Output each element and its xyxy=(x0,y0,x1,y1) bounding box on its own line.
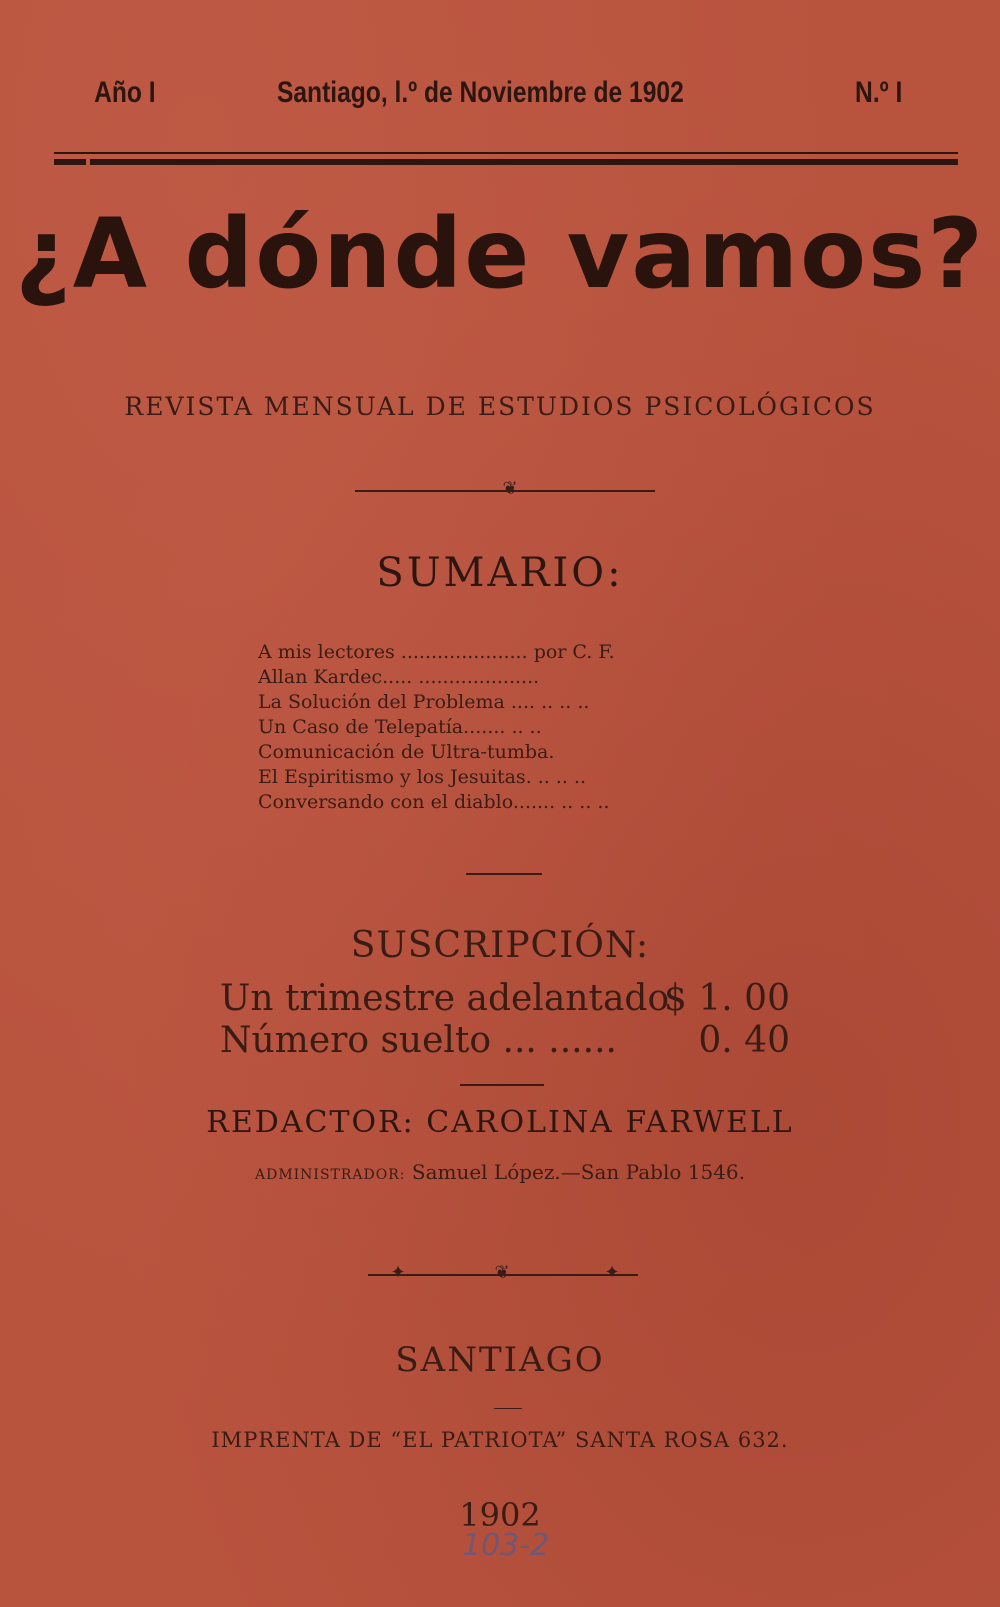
imprint-city: SANTIAGO xyxy=(395,1340,605,1380)
ornament-right-icon: ✦ xyxy=(604,1262,620,1283)
ornament-flourish-icon: ❦ xyxy=(502,478,518,499)
price-value: 0. 40 xyxy=(698,1020,790,1061)
divider-rule-3 xyxy=(494,1408,522,1409)
toc-item: Un Caso de Telepatía....... .. .. xyxy=(258,716,542,738)
subscription-heading: SUSCRIPCIÓN: xyxy=(350,925,650,966)
administrator-label: ADMINISTRADOR: xyxy=(254,1167,406,1183)
table-of-contents xyxy=(258,640,798,815)
toc-item: El Espiritismo y los Jesuitas. .. .. .. xyxy=(258,766,587,788)
issue-year: Año I xyxy=(94,76,156,109)
issue-number: N.º I xyxy=(855,76,903,109)
price-row xyxy=(220,1020,800,1064)
price-value: $ 1. 00 xyxy=(664,978,790,1019)
masthead-rule-thick xyxy=(90,159,958,165)
administrator-line xyxy=(0,1160,1000,1184)
masthead xyxy=(90,70,903,120)
price-label: Número suelto ... ...... xyxy=(220,1020,617,1061)
toc-item: Comunicación de Ultra-tumba. xyxy=(258,741,555,763)
masthead-rule-left xyxy=(54,159,86,165)
summary-heading: SUMARIO: xyxy=(376,550,624,596)
toc-item: A mis lectores ..................... por C. F. xyxy=(258,641,615,663)
magazine-subtitle: REVISTA MENSUAL DE ESTUDIOS PSICOLÓGICOS xyxy=(124,392,876,421)
ornament-center-icon: ❦ xyxy=(494,1262,510,1283)
handwritten-note: 103-2 xyxy=(462,1528,550,1563)
administrator-text: Samuel López.—San Pablo 1546. xyxy=(411,1160,745,1184)
editor-line: REDACTOR: CAROLINA FARWELL xyxy=(206,1105,794,1140)
toc-item: La Solución del Problema .... .. .. .. xyxy=(258,691,590,713)
ornament-left-icon: ✦ xyxy=(390,1262,406,1283)
toc-item: Conversando con el diablo....... .. .. .. xyxy=(258,791,610,813)
masthead-rule-thin xyxy=(54,152,958,154)
printer-line: IMPRENTA DE “EL PATRIOTA” SANTA ROSA 632. xyxy=(211,1428,789,1452)
divider-rule-2 xyxy=(460,1084,544,1086)
place-date: Santiago, l.º de Noviembre de 1902 xyxy=(276,76,684,109)
magazine-title: ¿A dónde vamos? xyxy=(15,198,985,310)
price-label: Un trimestre adelantado xyxy=(220,978,670,1019)
toc-item: Allan Kardec..... .................... xyxy=(258,666,540,688)
divider-rule-1 xyxy=(466,873,542,875)
price-row xyxy=(220,978,800,1022)
imprint-year: 1902 xyxy=(459,1496,541,1534)
